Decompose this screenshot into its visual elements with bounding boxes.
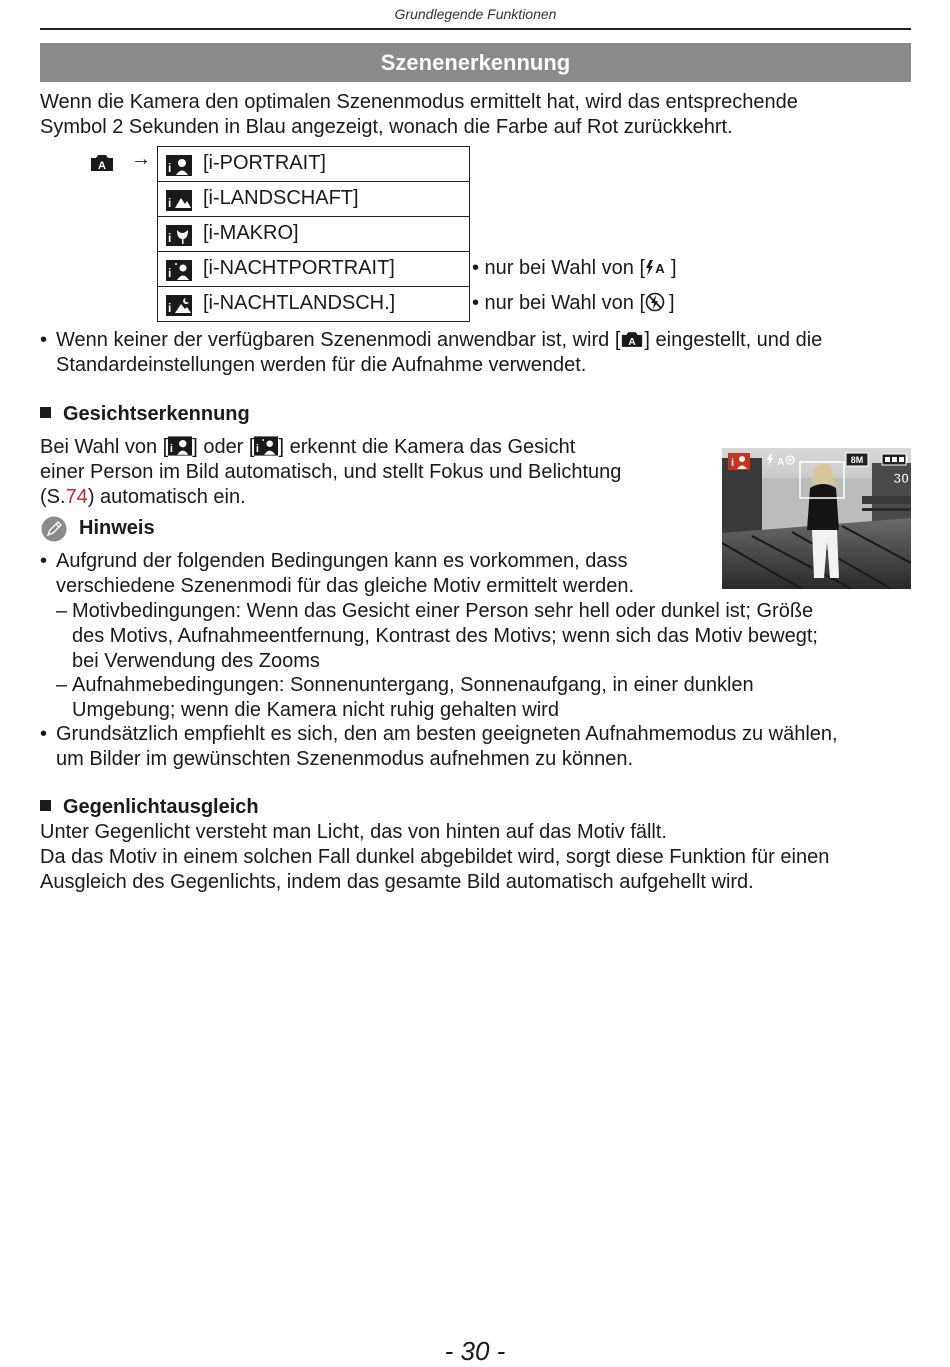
note-close: ] xyxy=(669,292,675,314)
night-portrait-note xyxy=(472,256,677,281)
fallback-line-1 xyxy=(56,328,822,353)
face-text-b: ] oder [ xyxy=(192,436,255,458)
face-text-c: ] erkennt die Kamera das Gesicht xyxy=(278,436,576,458)
intelligent-auto-icon xyxy=(620,330,644,349)
fallback-line-2: Standardeinstellungen werden für die Aufnahme verwendet. xyxy=(56,354,587,376)
scene-label: [i-NACHTLANDSCH.] xyxy=(203,292,396,314)
svg-text:A: A xyxy=(655,261,665,276)
note-close: ] xyxy=(671,257,677,279)
bullet-dot: • xyxy=(40,329,48,351)
i-night-portrait-icon xyxy=(166,260,192,281)
hint-dash-2-line-1: Aufnahmebedingungen: Sonnenuntergang, Sonnenaufgang, in einer dunklen xyxy=(72,674,754,696)
shots-remaining: 30 xyxy=(893,470,909,486)
running-header: Grundlegende Funktionen xyxy=(394,6,557,22)
page-number: - 30 - xyxy=(444,1336,506,1366)
face-text-ref-prefix: (S. xyxy=(40,486,66,508)
hint-dash-2-line-2: Umgebung; wenn die Kamera nicht ruhig gehalten wird xyxy=(72,699,559,721)
scene-row-night-portrait xyxy=(158,252,469,287)
battery-icon xyxy=(882,454,908,465)
svg-text:i: i xyxy=(731,457,735,469)
face-recognition-heading xyxy=(40,402,250,427)
backlight-heading xyxy=(40,795,259,820)
scene-row-landscape xyxy=(158,182,469,217)
resolution-text: 8M xyxy=(850,455,864,465)
flash-off-icon xyxy=(645,292,665,312)
fallback-text-a: Wenn keiner der verfügbaren Szenenmodi anwendbar ist, wird [ xyxy=(56,329,621,351)
hint-bullet-2-line-2: um Bilder im gewünschten Szenenmodus aufnehmen zu können. xyxy=(56,748,634,770)
intro-line-1: Wenn die Kamera den optimalen Szenenmodus ermittelt hat, wird das entsprechende xyxy=(40,91,798,113)
svg-text:A: A xyxy=(777,457,785,468)
bullet-dot: • xyxy=(40,550,48,572)
scene-mode-table xyxy=(157,146,470,322)
scene-label: [i-PORTRAIT] xyxy=(203,152,326,174)
night-landscape-note xyxy=(472,291,675,316)
flash-auto-icon xyxy=(645,259,667,277)
heading-text: Gesichtserkennung xyxy=(63,403,250,425)
note-text: • nur bei Wahl von [ xyxy=(472,292,646,314)
scene-row-portrait xyxy=(158,147,469,182)
page-reference-link[interactable]: 74 xyxy=(65,486,88,508)
i-portrait-icon xyxy=(168,436,192,456)
i-macro-icon xyxy=(166,225,192,246)
i-night-portrait-icon xyxy=(254,436,278,456)
intelligent-auto-icon xyxy=(89,153,115,173)
square-bullet xyxy=(40,407,51,418)
face-line-1 xyxy=(40,435,575,460)
backlight-line-2: Da das Motiv in einem solchen Fall dunkel abgebildet wird, sorgt diese Funktion für einen xyxy=(40,846,830,868)
bullet-dot: • xyxy=(40,723,48,745)
hint-bullet-1-line-2: verschiedene Szenenmodi für das gleiche Motiv ermittelt werden. xyxy=(56,575,635,597)
face-line-2: einer Person im Bild automatisch, und stellt Fokus und Belichtung xyxy=(40,461,622,483)
dash-mark: – xyxy=(56,674,68,696)
hint-dash-1-line-2: des Motivs, Aufnahmeentfernung, Kontrast des Motivs; wenn sich das Motiv bewegt; xyxy=(72,625,818,647)
scene-label: [i-LANDSCHAFT] xyxy=(203,187,359,209)
i-night-landscape-icon xyxy=(166,295,192,316)
backlight-line-1: Unter Gegenlicht versteht man Licht, das von hinten auf das Motiv fällt. xyxy=(40,821,667,843)
scene-row-macro xyxy=(158,217,469,252)
heading-text: Gegenlichtausgleich xyxy=(63,796,259,818)
face-line-3 xyxy=(40,485,246,510)
hint-dash-1-line-3: bei Verwendung des Zooms xyxy=(72,650,320,672)
dash-mark: – xyxy=(56,600,68,622)
section-title: Szenenerkennung xyxy=(40,43,911,82)
hint-heading: Hinweis xyxy=(79,517,155,539)
scene-row-night-landscape xyxy=(158,287,469,321)
scene-label: [i-NACHTPORTRAIT] xyxy=(203,257,395,279)
arrow-icon: → xyxy=(131,148,151,170)
intro-line-2: Symbol 2 Sekunden in Blau angezeigt, wonach die Farbe auf Rot zurückkehrt. xyxy=(40,116,733,138)
hint-dash-1-line-1: Motivbedingungen: Wenn das Gesicht einer Person sehr hell oder dunkel ist; Größe xyxy=(72,600,814,622)
i-portrait-icon xyxy=(166,155,192,176)
note-text: • nur bei Wahl von [ xyxy=(472,257,646,279)
camera-lcd-screenshot xyxy=(722,448,911,589)
square-bullet xyxy=(40,800,51,811)
pencil-note-icon xyxy=(41,516,67,542)
hint-bullet-2-line-1: Grundsätzlich empfiehlt es sich, den am besten geeigneten Aufnahmemodus zu wählen, xyxy=(56,723,838,745)
header-rule xyxy=(40,28,911,30)
face-text-ref-suffix: ) automatisch ein. xyxy=(87,486,246,508)
backlight-line-3: Ausgleich des Gegenlichts, indem das gesamte Bild automatisch aufgehellt wird. xyxy=(40,871,754,893)
face-text-a: Bei Wahl von [ xyxy=(40,436,169,458)
i-landscape-icon xyxy=(166,190,192,211)
hint-bullet-1-line-1: Aufgrund der folgenden Bedingungen kann es vorkommen, dass xyxy=(56,550,628,572)
fallback-text-b: ] eingestellt, und die xyxy=(644,329,823,351)
scene-label: [i-MAKRO] xyxy=(203,222,299,244)
